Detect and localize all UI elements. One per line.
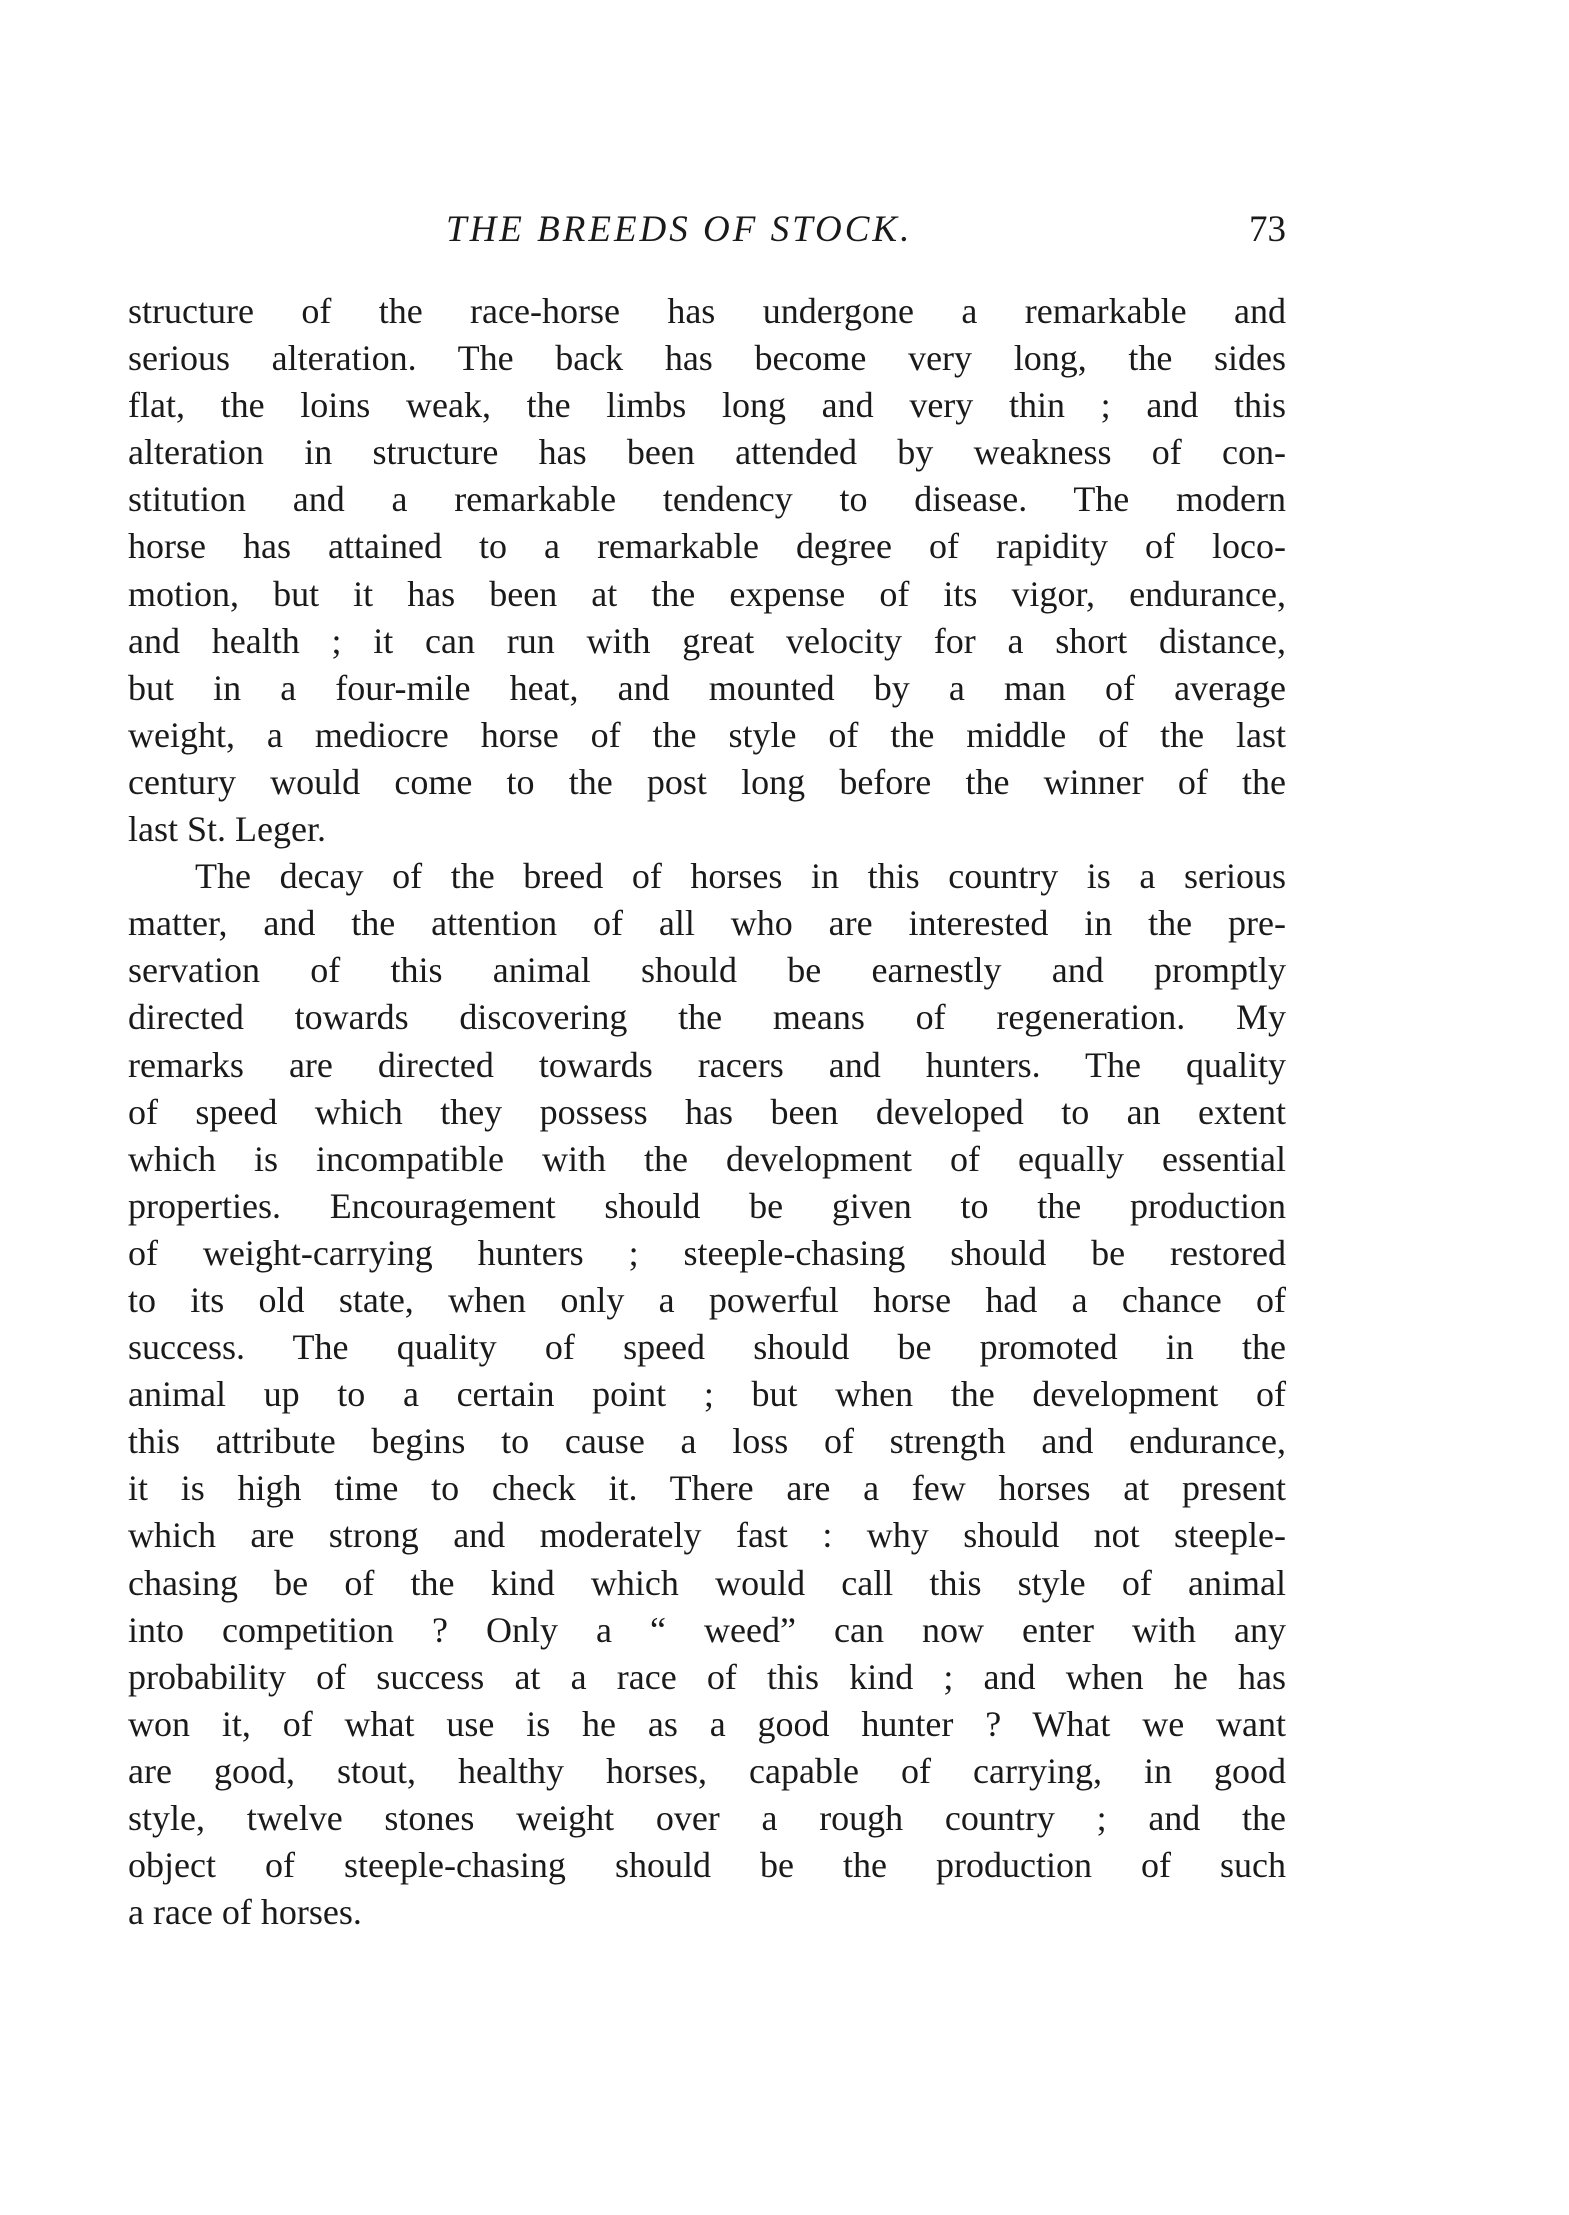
page-number: 73 xyxy=(1249,209,1286,250)
text-line: chasing be of the kind which would call this style of animal xyxy=(128,1562,1286,1603)
text-line: of speed which they possess has been developed to an extent xyxy=(128,1091,1286,1132)
text-line: century would come to the post long before the winner of the xyxy=(128,761,1286,802)
text-line: and health ; it can run with great velocity for a short distance, xyxy=(128,620,1286,661)
text-line: but in a four-mile heat, and mounted by a man of average xyxy=(128,667,1286,708)
text-line: to its old state, when only a powerful horse had a chance of xyxy=(128,1279,1286,1320)
text-line: are good, stout, healthy horses, capable of carrying, in good xyxy=(128,1750,1286,1791)
text-line: weight, a mediocre horse of the style of the middle of the last xyxy=(128,714,1286,755)
text-line: serious alteration. The back has become very long, the sides xyxy=(128,338,1286,379)
text-line: won it, of what use is he as a good hunter ? What we want xyxy=(128,1703,1286,1744)
text-line: object of steeple-chasing should be the production of such xyxy=(128,1845,1286,1886)
text-line: horse has attained to a remarkable degree of rapidity of loco- xyxy=(128,526,1286,567)
text-line: directed towards discovering the means of regeneration. My xyxy=(128,997,1286,1038)
paragraph-first-line: The decay of the breed of horses in this country is a serious xyxy=(195,856,1286,897)
text-line: remarks are directed towards racers and hunters. The quality xyxy=(128,1044,1286,1085)
text-line: a race of horses. xyxy=(128,1892,362,1933)
text-line: it is high time to check it. There are a few horses at present xyxy=(128,1468,1286,1509)
text-line: probability of success at a race of this kind ; and when he has xyxy=(128,1656,1286,1697)
text-line: into competition ? Only a “ weed” can now enter with any xyxy=(128,1609,1286,1650)
text-line: structure of the race-horse has undergone a remarkable and xyxy=(128,291,1286,331)
text-line: animal up to a certain point ; but when the development of xyxy=(128,1374,1286,1415)
running-head: THE BREEDS OF STOCK. xyxy=(446,209,913,250)
text-line: properties. Encouragement should be given to the production xyxy=(128,1185,1286,1226)
text-line: this attribute begins to cause a loss of strength and endurance, xyxy=(128,1421,1286,1462)
text-line: which are strong and moderately fast : why should not steeple- xyxy=(128,1515,1286,1556)
text-line: which is incompatible with the development of equally essential xyxy=(128,1138,1286,1179)
body-text xyxy=(128,288,1286,1936)
text-line: motion, but it has been at the expense of its vigor, endurance, xyxy=(128,573,1286,614)
text-line: success. The quality of speed should be promoted in the xyxy=(128,1327,1286,1368)
text-line: alteration in structure has been attended by weakness of con- xyxy=(128,432,1286,473)
text-line: matter, and the attention of all who are interested in the pre- xyxy=(128,903,1286,944)
page-header xyxy=(128,205,1286,255)
text-line: servation of this animal should be earnestly and promptly xyxy=(128,950,1286,991)
text-line: of weight-carrying hunters ; steeple-chasing should be restored xyxy=(128,1232,1286,1273)
text-line: style, twelve stones weight over a rough country ; and the xyxy=(128,1798,1286,1838)
text-line: last St. Leger. xyxy=(128,809,326,850)
text-line: flat, the loins weak, the limbs long and very thin ; and this xyxy=(128,385,1286,426)
text-line: stitution and a remarkable tendency to disease. The modern xyxy=(128,479,1286,520)
